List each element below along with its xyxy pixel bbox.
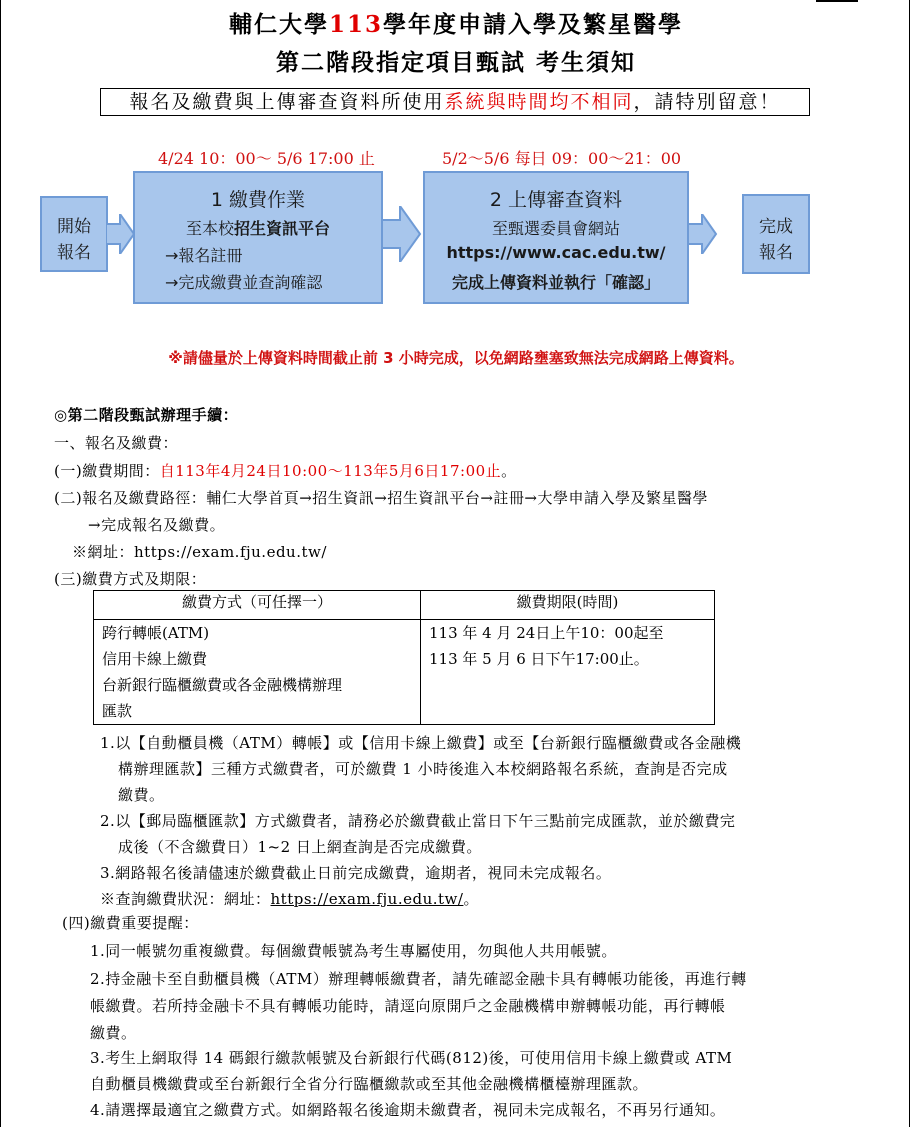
section-heading: ◎第二階段甄試辦理手續： <box>54 406 239 424</box>
note-3: 3.網路報名後請儘速於繳費截止日前完成繳費，逾期者，視同未完成報名。 <box>100 864 612 882</box>
note-2-line-2: 成後（不含繳費日）1~2 日上網查詢是否完成繳費。 <box>118 838 482 856</box>
step2-line4: 完成上傳資料並執行「確認」 <box>451 273 660 292</box>
payment-path-line-2: →完成報名及繳費。 <box>88 516 226 534</box>
deadline-start: 113 年 4 月 24日上午10：00起至 <box>429 624 664 642</box>
method-credit-card: 信用卡線上繳費 <box>102 650 208 668</box>
flow-arrow-1-icon <box>106 214 136 254</box>
notice-highlight: 系統與時間均不相同 <box>444 91 634 113</box>
step1-line3: →報名註冊 <box>165 246 243 265</box>
page-top-mark <box>816 0 858 2</box>
flow-step1-box <box>133 171 383 304</box>
reminder-3-line-2: 自動櫃員機繳費或至台新銀行全省分行臨櫃繳款或至其他金融機構櫃檯辦理匯款。 <box>90 1075 649 1093</box>
table-header-deadline: 繳費期限(時間) <box>421 591 715 620</box>
payment-period-label: (一)繳費期間： <box>54 462 160 480</box>
payment-url[interactable]: ※網址：https://exam.fju.edu.tw/ <box>72 543 327 561</box>
reminder-2-line-1: 2.持金融卡至自動櫃員機（ATM）辦理轉帳繳費者，請先確認金融卡具有轉帳功能後，再進行轉 <box>90 970 747 988</box>
title-line-1 <box>0 6 912 39</box>
query-url-link[interactable]: https://exam.fju.edu.tw/ <box>270 890 464 908</box>
step1-line4: →完成繳費並查詢確認 <box>165 273 323 292</box>
title-suffix: 學年度申請入學及繁星醫學 <box>383 11 683 38</box>
table-header-method: 繳費方式（可任擇一） <box>94 591 421 620</box>
item-1-heading: 一、報名及繳費： <box>54 434 179 452</box>
reminder-1: 1.同一帳號勿重複繳費。每個繳費帳號為考生專屬使用，勿與他人共用帳號。 <box>90 942 617 960</box>
title-line-2: 第二階段指定項目甄試 考生須知 <box>275 49 636 76</box>
end-line-2: 報名 <box>759 243 793 263</box>
notice-suffix: ，請特別留意！ <box>633 91 781 113</box>
start-line-2: 報名 <box>57 243 91 263</box>
step1-line2 <box>135 216 381 239</box>
note-1-line-1: 1.以【自動櫃員機（ATM）轉帳】或【信用卡線上繳費】或至【台新銀行臨櫃繳費或各金融機 <box>100 734 742 752</box>
note-1-line-2: 構辦理匯款】三種方式繳費者，可於繳費 1 小時後進入本校網路報名系統，查詢是否完成 <box>118 760 728 778</box>
table-methods-cell <box>94 620 421 725</box>
note-4-prefix: ※查詢繳費狀況：網址： <box>100 890 271 908</box>
upload-warning: ※請儘量於上傳資料時間截止前 3 小時完成，以免網路壅塞致無法完成網路上傳資料。 <box>168 349 744 367</box>
step2-date: 5/2～5/6 每日 09：00～21：00 <box>442 149 682 168</box>
notice-prefix: 報名及繳費與上傳審查資料所使用 <box>129 91 445 113</box>
method-atm: 跨行轉帳(ATM) <box>102 624 210 642</box>
payment-path-line-1: (二)報名及繳費路徑：輔仁大學首頁→招生資訊→招生資訊平台→註冊→大學申請入學及繁星醫學 <box>54 489 708 507</box>
method-bank-counter: 台新銀行臨櫃繳費或各金融機構辦理 <box>102 676 343 694</box>
step1-line2-prefix: 至本校 <box>185 219 234 238</box>
payment-period-value: 自113年4月24日10:00～113年5月6日17:00止 <box>159 462 502 480</box>
step2-url: https://www.cac.edu.tw/ <box>446 243 666 262</box>
reminders-heading: (四)繳費重要提醒： <box>62 914 199 932</box>
start-line-1: 開始 <box>57 217 91 237</box>
reminder-3-line-1: 3.考生上網取得 14 碼銀行繳款帳號及台新銀行代碼(812)後，可使用信用卡線上繳費或 ATM <box>90 1049 733 1067</box>
step2-title: 2 上傳審查資料 <box>489 189 623 211</box>
flow-end-box <box>742 194 810 274</box>
step1-platform: 招生資訊平台 <box>234 219 331 238</box>
reminder-2-line-2: 帳繳費。若所持金融卡不具有轉帳功能時，請逕向原開戶之金融機構申辦轉帳功能，再行轉帳 <box>90 997 726 1015</box>
notice-box <box>100 88 810 116</box>
step2-line2: 至甄選委員會網站 <box>491 219 620 238</box>
reminder-2-line-3: 繳費。 <box>90 1024 137 1042</box>
title-year: 113 <box>328 11 383 38</box>
payment-method-heading: (三)繳費方式及期限： <box>54 570 207 588</box>
flow-arrow-3-icon <box>688 214 718 254</box>
note-1-line-3: 繳費。 <box>118 786 165 804</box>
deadline-end: 113 年 5 月 6 日下午17:00止。 <box>429 650 649 668</box>
table-deadline-cell <box>421 620 715 725</box>
note-2-line-1: 2.以【郵局臨櫃匯款】方式繳費者，請務必於繳費截止當日下午三點前完成匯款，並於繳費完 <box>100 812 736 830</box>
title-school: 輔仁大學 <box>228 11 329 38</box>
end-line-1: 完成 <box>759 217 793 237</box>
note-4 <box>100 888 479 909</box>
reminder-4: 4.請選擇最適宜之繳費方式。如網路報名後逾期未繳費者，視同未完成報名，不再另行通知。 <box>90 1101 726 1119</box>
note-4-end: 。 <box>463 890 479 908</box>
payment-period-end: 。 <box>501 462 517 480</box>
method-remittance: 匯款 <box>102 702 133 720</box>
step1-date: 4/24 10：00～ 5/6 17:00 止 <box>158 149 375 168</box>
flow-start-box <box>40 196 108 272</box>
payment-period <box>54 460 517 481</box>
flow-step2-box <box>423 171 689 304</box>
step1-title: 1 繳費作業 <box>210 189 306 211</box>
flow-arrow-2-icon <box>382 206 422 262</box>
payment-table <box>93 590 715 725</box>
